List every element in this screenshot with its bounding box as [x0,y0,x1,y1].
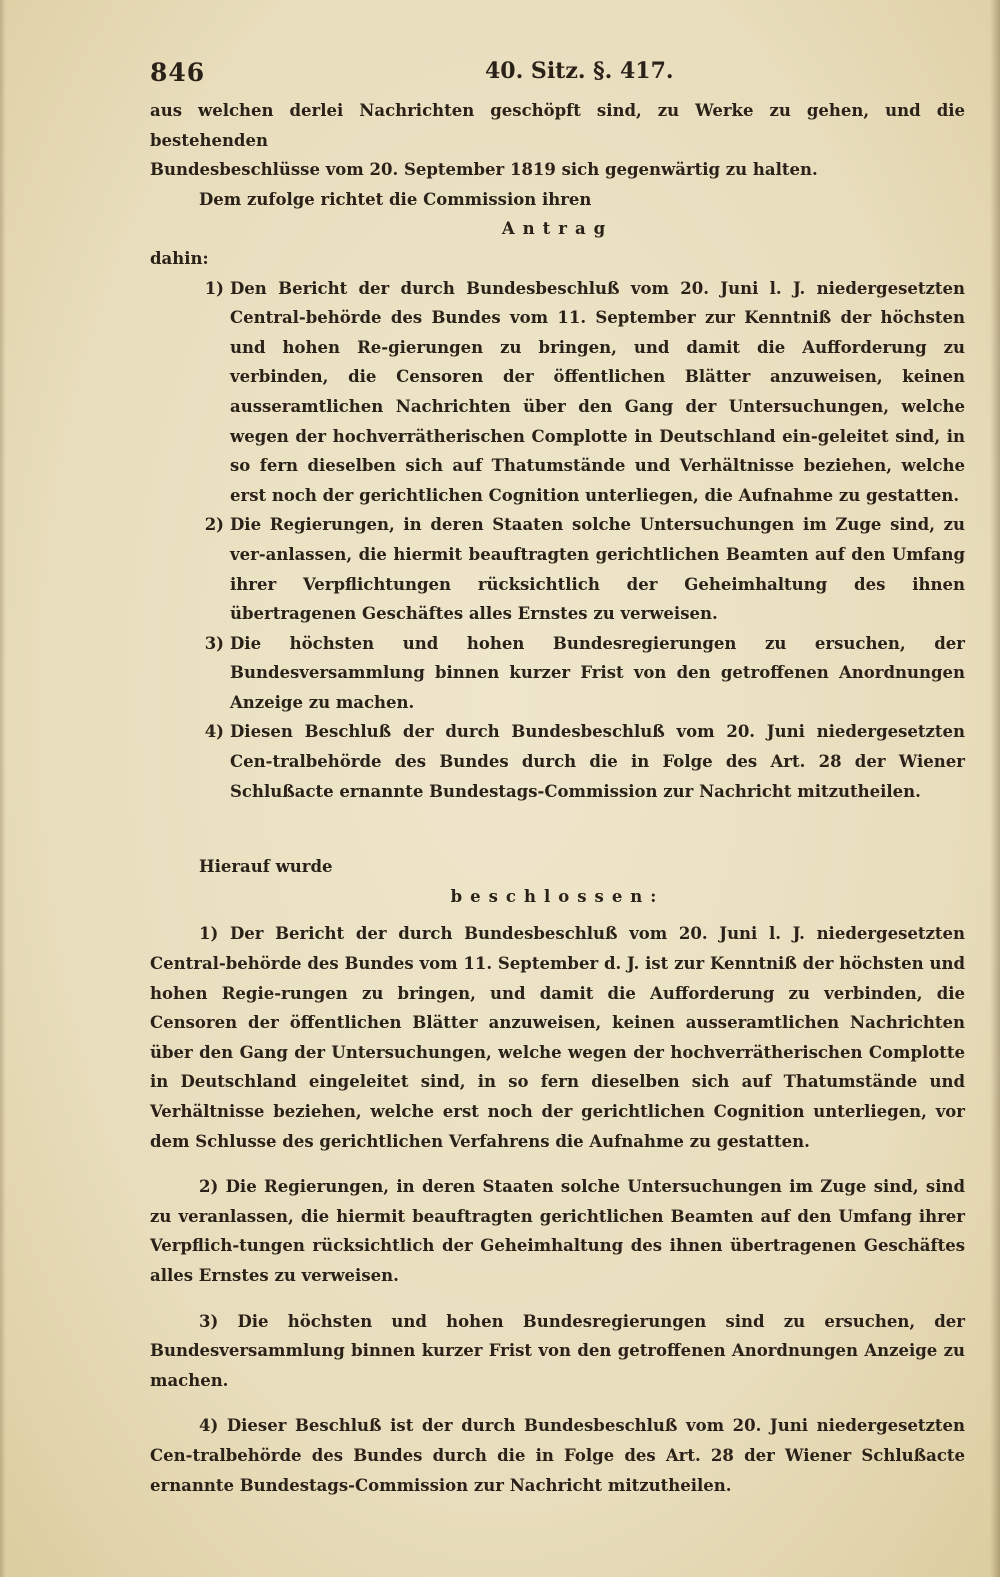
beschluss-paragraph: 1) Der Bericht der durch Bundesbeschluß vom 20. Juni l. J. niedergesetzten Central-behörde des Bundes vom 11. September d. J. ist zur Kenntniß der höchsten und hohen Regie-rungen zu bringen, und damit die Aufforderung zu verbinden, die Censoren der öffentlichen Blätter anzuweisen, keinen ausseramtlichen Nachrichten über den Gang der Untersuchungen, welche wegen der hochverrätherischen Complotte in Deutschland eingeleitet sind, in so fern dieselben sich auf Thatumstände und Verhältnisse beziehen, welche erst noch der gerichtlichen Cognition unterliegen, vor dem Schlusse des gerichtlichen Verfahrens die Aufnahme zu gestatten. [150,924,965,1151]
dahin-label: dahin: [150,248,209,268]
page-number: 846 [150,58,206,87]
body-text [150,96,965,1500]
opening-line-2: Bundesbeschlüsse vom 20. September 1819 sich gegenwärtig zu halten. [150,160,818,180]
antrag-item-text: Diesen Beschluß der durch Bundesbeschluß vom 20. Juni niedergesetzten Cen-tralbehörde des Bundes durch die in Folge des Art. 28 der Wiener Schlußacte ernannte Bundestags-Commission zur Nachricht mitzutheilen. [230,722,965,801]
page-header [150,52,965,92]
antrag-item-number: 1) [204,278,224,298]
antrag-item-text: Den Bericht der durch Bundesbeschluß vom 20. Juni l. J. niedergesetzten Central-behörde des Bundes vom 11. September zur Kenntniß der höchsten und hohen Re-gierungen zu bringen, und damit die Aufforderung zu verbinden, die Censoren der öffentlichen Blätter anzuweisen, keinen ausseramtlichen Nachrichten über den Gang der Untersuchungen, welche wegen der hochverrätherischen Complotte in Deutschland ein-geleitet sind, in so fern dieselben sich auf Thatumstände und Verhältnisse beziehen, welche erst noch der gerichtlichen Cognition unterliegen, die Aufnahme zu gestatten. [230,278,965,505]
heading-spacer [150,911,965,919]
page-edge-shadow-left [0,0,6,1577]
antrag-item [150,510,965,628]
antrag-item [150,629,965,718]
beschluss-paragraph: 2) Die Regierungen, in deren Staaten solche Untersuchungen im Zuge sind, sind zu veranlassen, die hiermit beauftragten gerichtlichen Beamten auf den Umfang ihrer Verpflich-tungen rücksichtlich der Geheimhaltung des ihnen übertragenen Geschäftes alles Ernstes zu verweisen. [150,1177,965,1285]
beschluss-paragraph: 3) Die höchsten und hohen Bundesregierungen sind zu ersuchen, der Bundesversammlung binnen kurzer Frist von den getroffenen Anordnungen Anzeige zu machen. [150,1311,965,1390]
antrag-item-number: 3) [204,633,224,653]
heading-beschlossen: beschlossen: [450,886,665,906]
paragraph-spacer [150,1291,965,1307]
antrag-item-text: Die höchsten und hohen Bundesregierungen zu ersuchen, der Bundesversammlung binnen kurzer Frist von den getroffenen Anordnungen Anzeige zu machen. [230,633,965,712]
section-spacer [150,806,965,852]
running-head: 40. Sitz. §. 417. [485,58,674,84]
antrag-item [150,717,965,806]
antrag-item-number: 2) [204,515,224,535]
antrag-item [150,274,965,511]
beschluss-paragraph: 4) Dieser Beschluß ist der durch Bundesbeschluß vom 20. Juni niedergesetzten Cen-tralbehörde des Bundes durch die in Folge des Art. 28 der Wiener Schlußacte ernannte Bundestags-Commission zur Nachricht mitzutheilen. [150,1416,965,1495]
hierauf-line: Hierauf wurde [199,857,333,877]
paragraph-spacer [150,1156,965,1172]
antrag-item-number: 4) [204,722,224,742]
paragraph-spacer [150,1395,965,1411]
antrag-item-text: Die Regierungen, in deren Staaten solche Untersuchungen im Zuge sind, zu ver-anlassen, die hiermit beauftragten gerichtlichen Beamten auf den Umfang ihrer Verpflichtungen rücksichtlich der Geheimhaltung des ihnen übertragenen Geschäftes alles Ernstes zu verweisen. [230,515,965,624]
opening-line-3: Dem zufolge richtet die Commission ihren [199,189,592,209]
page-edge-shadow-right [990,0,1000,1577]
opening-line-1: aus welchen derlei Nachrichten geschöpft sind, zu Werke zu gehen, und die bestehenden [150,101,965,150]
heading-antrag: Antrag [501,219,614,239]
